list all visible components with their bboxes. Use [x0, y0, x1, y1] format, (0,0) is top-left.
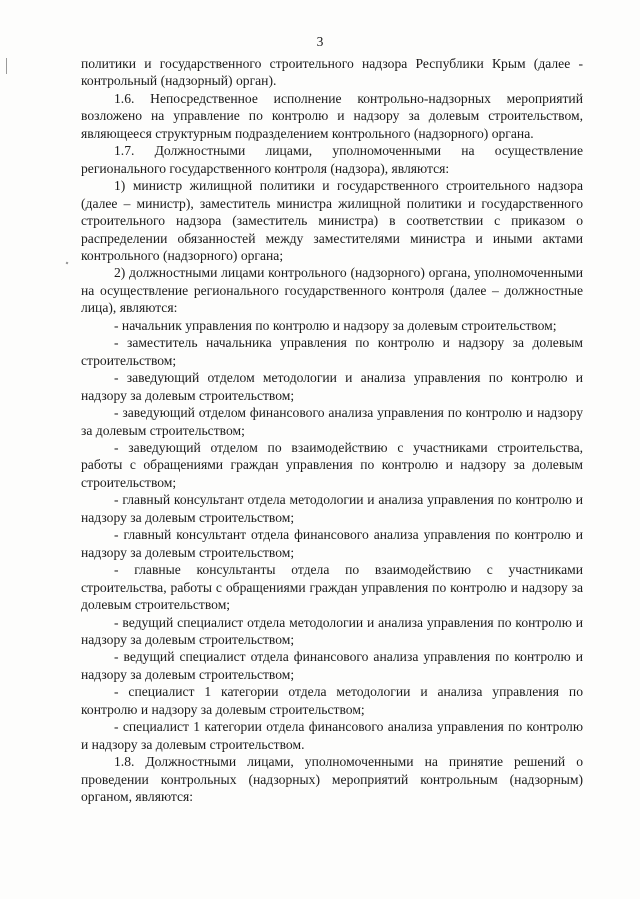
list-item: - заместитель начальника управления по контролю и надзору за долевым строительством; — [81, 335, 583, 368]
list-item: - главный консультант отдела финансового анализа управления по контролю и надзору за долевым строительством; — [81, 527, 583, 560]
list-item: - специалист 1 категории отдела финансового анализа управления по контролю и надзору за долевым строительством. — [81, 719, 583, 752]
document-body — [81, 55, 583, 805]
list-item: - главный консультант отдела методологии и анализа управления по контролю и надзору за долевым строительством; — [81, 492, 583, 525]
paragraph: политики и государственного строительного надзора Республики Крым (далее - контрольный (надзорный) орган). — [81, 56, 583, 89]
list-item: - ведущий специалист отдела финансового анализа управления по контролю и надзору за долевым строительством; — [81, 649, 583, 682]
paragraph: 1.6. Непосредственное исполнение контрольно-надзорных мероприятий возложено на управление по контролю и надзору за долевым строительством, являющееся структурным подразделением контрольного (надзорного) органа. — [81, 90, 583, 141]
list-item: - специалист 1 категории отдела методологии и анализа управления по контролю и надзору за долевым строительством; — [81, 684, 583, 717]
paragraph: 1.7. Должностными лицами, уполномоченными на осуществление регионального государственного контроля (надзора), являются: — [81, 143, 583, 176]
list-item: - ведущий специалист отдела методологии и анализа управления по контролю и надзору за долевым строительством; — [81, 614, 583, 647]
list-item: - начальник управления по контролю и надзору за долевым строительством; — [114, 317, 557, 333]
list-item: - заведующий отделом методологии и анализа управления по контролю и надзору за долевым строительством; — [81, 370, 583, 403]
scan-artifact-mark — [6, 58, 7, 74]
page-number: 3 — [316, 34, 324, 49]
list-item: - заведующий отделом финансового анализа управления по контролю и надзору за долевым строительством; — [81, 405, 583, 438]
list-item: - главные консультанты отдела по взаимодействию с участниками строительства, работы с обращениями граждан управления по контролю и надзору за долевым строительством; — [81, 562, 583, 613]
paragraph: 1.8. Должностными лицами, уполномоченными на принятие решений о проведении контрольных (надзорных) мероприятий контрольным (надзорным) органом, являются: — [81, 754, 583, 805]
scan-artifact-dot — [66, 262, 69, 265]
paragraph: 2) должностными лицами контрольного (надзорного) органа, уполномоченными на осуществление регионального государственного контроля (далее – должностные лица), являются: — [81, 265, 583, 316]
paragraph: 1) министр жилищной политики и государственного строительного надзора (далее – министр), заместитель министра жилищной политики и государственного строительного надзора (заместитель министра) в соответствии с приказом о распределении обязанностей между заместителями министра и иными актами контрольного (надзорного) органа; — [81, 178, 583, 263]
list-item: - заведующий отделом по взаимодействию с участниками строительства, работы с обращениями граждан управления по контролю и надзору за долевым строительством; — [81, 439, 583, 490]
